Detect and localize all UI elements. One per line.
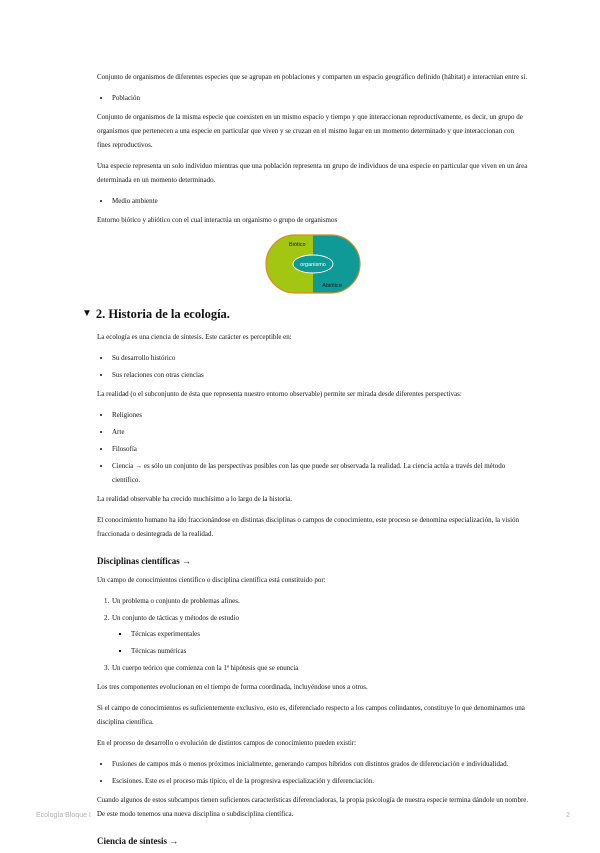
list-item [111, 611, 529, 658]
organism-label: organismo [300, 262, 326, 268]
paragraph-subcampos: Cuando algunos de estos subcampos tienen suficientes características diferenciadoras, la propia psicología de nuestra especie termina dándole un nombre. De este modo tenemos una nueva disciplina o subdisciplina científica. [97, 796, 529, 818]
paragraph-tres: Los tres componentes evolucionan en el tiempo de forma coordinada, incluyéndose unos a otros. [97, 683, 368, 691]
paragraph-campo: Un campo de conocimientos científico o disciplina científica está constituido por: [97, 576, 326, 584]
section-heading[interactable] [82, 306, 529, 322]
paragraph-realidad: La realidad (o el subconjunto de ésta que representa nuestro entorno observable) permite ser mirada desde diferentes perspectivas: [97, 390, 462, 398]
list-item: 1. Un problema o conjunto de problemas afines. [111, 594, 529, 608]
bullet-list-medio [97, 194, 529, 208]
bullet-list-poblacion [97, 91, 529, 105]
paragraph-comunidad: Conjunto de organismos de diferentes especies que se agrupan en poblaciones y comparten un espacio geográfico definido (hábitat) e interactúan entre sí. [97, 73, 528, 81]
paragraph-disciplina: Si el campo de conocimientos es suficientemente exclusivo, esto es, diferenciado respecto a los campos colindantes, constituye lo que denominamos una disciplina científica. [97, 704, 525, 726]
subheading-sintesis: Ciencia de síntesis → [97, 836, 179, 846]
toggle-triangle-icon[interactable]: ▼ [82, 308, 92, 319]
list-item: • Fusiones de campos más o menos próximos inicialmente, generando campos híbridos con distintos grados de diferenciación e individualidad. [111, 757, 529, 771]
list-item: • Religiones [111, 408, 529, 422]
paragraph-poblacion: Conjunto de organismos de la misma especie que coexisten en un mismo espacio y tiempo y que interaccionan reproductivamente, es decir, un grupo de organismos que pertenecen a una especie en particular que viven y se cruzan en el mismo lugar en un momento determinado y que interaccionan con fines reproductivos. [97, 113, 523, 149]
list-item: • Arte [111, 425, 529, 439]
footer-title: Ecología Bloque I [36, 812, 91, 819]
list-item: • Escisiones. Este es el proceso más típico, el de la progresiva especialización y diferenciación. [111, 774, 529, 788]
section-title: 2. Historia de la ecología. [95, 307, 230, 321]
paragraph-conocimiento: El conocimiento humano ha ido fraccionándose en distintas disciplinas o campos de conocimiento, este proceso se denomina especialización, la visión fraccionada o desintegrada de la realidad. [97, 516, 520, 538]
bullet-list-procesos [97, 757, 529, 788]
bullet-list-perspectivas [97, 408, 529, 487]
environment-diagram [97, 234, 529, 294]
paragraph-sintesis: La ecología es una ciencia de síntesis. Este carácter es perceptible en: [97, 333, 292, 341]
abiotic-label: Abiótico [322, 283, 342, 289]
subheading-disciplinas: Disciplinas científicas → [97, 556, 191, 566]
list-item: • Población [111, 91, 529, 105]
page-footer [36, 812, 570, 819]
paragraph-crecido: La realidad observable ha crecido muchísimo a lo largo de la historia. [97, 495, 293, 503]
biotic-label: Biótico [289, 242, 306, 248]
list-item: • Ciencia → es sólo un conjunto de las perspectivas posibles con las que puede ser observada la realidad. La ciencia actúa a través del método científico. [111, 459, 529, 487]
list-item: • Su desarrollo histórico [111, 351, 529, 365]
list-item: 3. Un cuerpo teórico que comienza con la 1ª hipótesis que se enuncia [111, 661, 529, 675]
sub-list-tecnicas [112, 627, 529, 658]
sub-list-item: ▪ Técnicas experimentales [130, 627, 529, 641]
environment-diagram-svg [265, 234, 361, 294]
sub-list-item: ▪ Técnicas numéricas [130, 644, 529, 658]
document-body [82, 70, 529, 853]
list-item: • Medio ambiente [111, 194, 529, 208]
paragraph-proceso: En el proceso de desarrollo o evolución de distintos campos de conocimiento pueden existir: [97, 739, 357, 747]
paragraph-entorno: Entorno biótico y abiótico con el cual interactúa un organismo o grupo de organismos [97, 216, 338, 224]
list-item-text: Un conjunto de tácticas y métodos de estudio [112, 614, 239, 622]
numbered-list-componentes [97, 594, 529, 675]
list-item: • Filosofía [111, 442, 529, 456]
list-item: • Sus relaciones con otras ciencias [111, 368, 529, 382]
bullet-list-caracter [97, 351, 529, 382]
paragraph-especie: Una especie representa un solo individuo mientras que una población representa un grupo de individuos de una especie en particular que viven en un área determinada en un momento determinado. [97, 162, 528, 184]
page-number: 2 [566, 812, 570, 819]
